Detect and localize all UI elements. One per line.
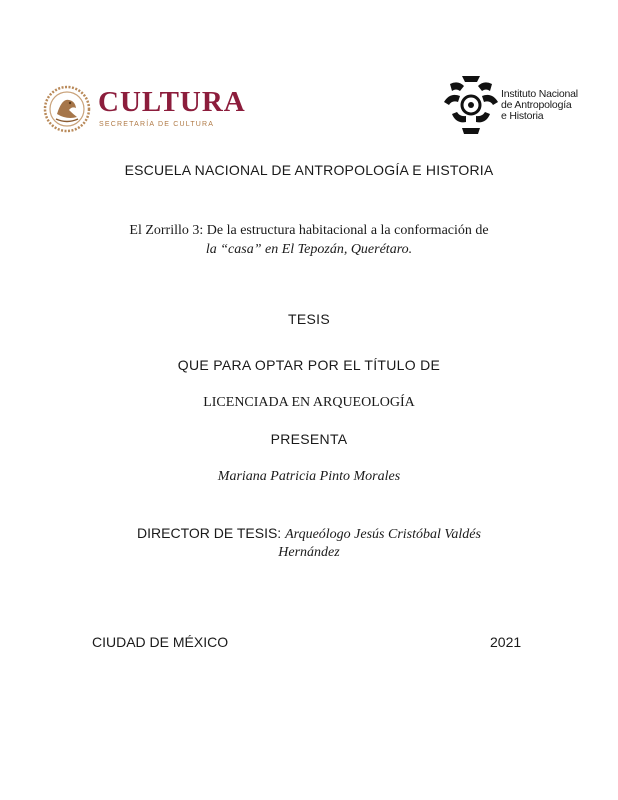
year: 2021 [490,634,522,650]
degree-title: LICENCIADA EN ARQUEOLOGÍA [203,395,415,410]
thesis-title-line-1: El Zorrillo 3: De la estructura habitacional a la conformación de [129,223,489,238]
school-name: ESCUELA NACIONAL DE ANTROPOLOGÍA E HISTORIA [124,162,494,178]
cultura-subtitle: SECRETARÍA DE CULTURA [99,121,215,128]
inah-name: Instituto Nacional de Antropología e Historia [501,88,578,122]
inah-emblem-icon [442,74,500,136]
director-name: Arqueólogo Jesús Cristóbal Valdés [285,527,481,542]
director-name-continued: Hernández [278,545,340,560]
thesis-title-line-2: la “casa” en El Tepozán, Querétaro. [205,242,413,257]
cultura-wordmark: CULTURA [98,86,246,118]
city: CIUDAD DE MÉXICO [92,634,229,650]
director-label: DIRECTOR DE TESIS: [137,525,286,541]
cultura-logo [42,84,272,136]
document-type: TESIS [288,311,330,327]
degree-purpose: QUE PARA OPTAR POR EL TÍTULO DE [177,357,441,373]
author-name: Mariana Patricia Pinto Morales [217,469,401,484]
mexico-coat-of-arms-icon [42,84,92,134]
inah-logo [442,74,602,136]
thesis-director [0,525,618,543]
presents-label: PRESENTA [270,431,348,447]
